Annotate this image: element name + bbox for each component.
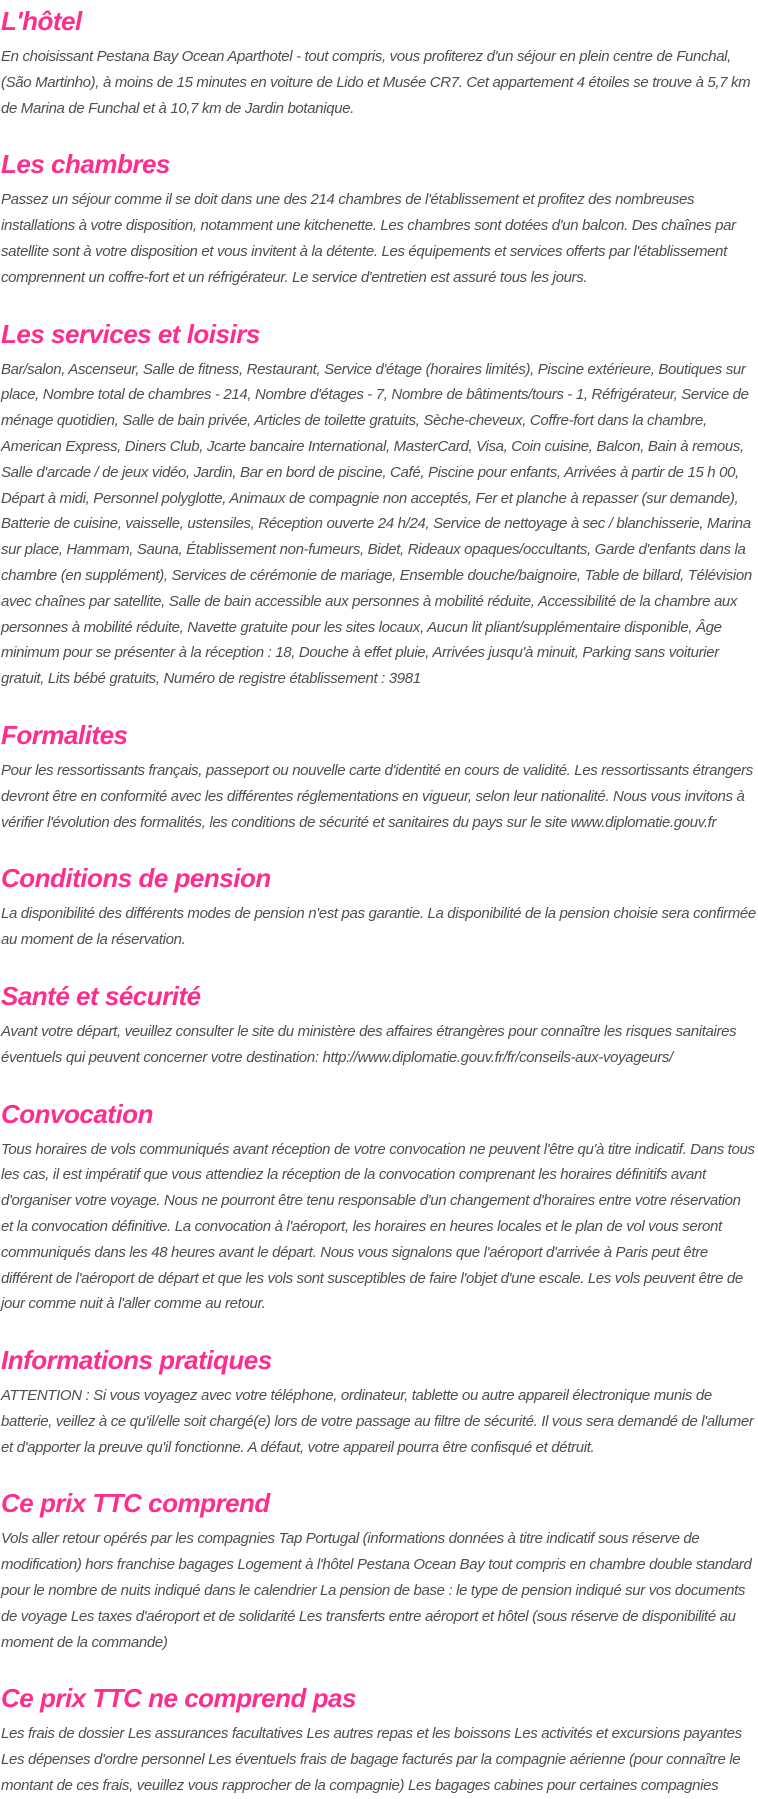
- section-body: Les frais de dossier Les assurances facultatives Les autres repas et les boissons Les activités et excursions payantes Les dépenses d'ordre personnel Les éventuels frais de bagage facturés par la compagnie aérienne (pour connaître le montant de ces frais, veuillez vous rapprocher de la compagnie) Les bagages cabines pour certaines compagnies: [1, 1725, 742, 1795]
- info-section: [1, 1346, 756, 1460]
- section-heading: Informations pratiques: [1, 1345, 272, 1376]
- section-body: Vols aller retour opérés par les compagnies Tap Portugal (informations données à titre indicatif sous réserve de modification) hors franchise bagages Logement à l'hôtel Pestana Ocean Bay tout compris en chambre double standard pour le nombre de nuits indiqué dans le calendrier La pension de base : le type de pension indiqué sur vos documents de voyage Les taxes d'aéroport et de solidarité Les transferts entre aéroport et hôtel (sous réserve de disponibilité au moment de la commande): [1, 1530, 752, 1651]
- info-section: [1, 864, 756, 953]
- info-section: [1, 1684, 756, 1798]
- section-body: ATTENTION : Si vous voyagez avec votre téléphone, ordinateur, tablette ou autre appareil électronique munis de batterie, veillez à ce qu'il/elle soit chargé(e) lors de votre passage au filtre de sécurité. Il vous sera demandé de l'allumer et d'apporter la preuve qu'il fonctionne. A défaut, votre appareil pourra être confisqué et détruit.: [1, 1387, 754, 1456]
- section-body: La disponibilité des différents modes de pension n'est pas garantie. La disponibilité de la pension choisie sera confirmée au moment de la réservation.: [1, 905, 756, 949]
- section-heading: Conditions de pension: [1, 863, 271, 894]
- section-heading: Ce prix TTC comprend: [1, 1488, 270, 1519]
- info-section: [1, 320, 756, 692]
- section-body: Passez un séjour comme il se doit dans une des 214 chambres de l'établissement et profitez des nombreuses installations à votre disposition, notamment une kitchenette. Les chambres sont dotées d'un balcon. Des chaînes par satellite sont à votre disposition et vous invitent à la détente. Les équipements et services offerts par l'établissement comprennent un coffre-fort et un réfrigérateur. Le service d'entretien est assuré tous les jours.: [1, 191, 736, 286]
- info-section: [1, 1489, 756, 1655]
- section-heading: Les services et loisirs: [1, 318, 260, 349]
- section-heading: Santé et sécurité: [1, 980, 201, 1011]
- info-section: [1, 721, 756, 835]
- section-heading: Ce prix TTC ne comprend pas: [1, 1683, 356, 1714]
- section-body: Pour les ressortissants français, passeport ou nouvelle carte d'identité en cours de validité. Les ressortissants étrangers devront être en conformité avec les différentes réglementations en vigueur, selon leur nationalité. Nous vous invitons à vérifier l'évolution des formalités, les conditions de sécurité et sanitaires du pays sur le site www.diplomatie.gouv.fr: [1, 761, 753, 831]
- section-body: Bar/salon, Ascenseur, Salle de fitness, Restaurant, Service d'étage (horaires limités), Piscine extérieure, Boutiques sur place, Nombre total de chambres - 214, Nombre d'étages - 7, Nombre de bâtiments/tours - 1, Réfrigérateur, Service de ménage quotidien, Salle de bain privée, Articles de toilette gratuits, Sèche-cheveux, Coffre-fort dans la chambre, American Express, Diners Club, Jcarte bancaire International, MasterCard, Visa, Coin cuisine, Balcon, Bain à remous, Salle d'arcade / de jeux vidéo, Jardin, Bar en bord de piscine, Café, Piscine pour enfants, Arrivées à partir de 15 h 00, Départ à midi, Personnel polyglotte, Animaux de compagnie non acceptés, Fer et planche à repasser (sur demande), Batterie de cuisine, vaisselle, ustensiles, Réception ouverte 24 h/24, Service de nettoyage à sec / blanchisserie, Marina sur place, Hammam, Sauna, Établissement non-fumeurs, Bidet, Rideaux opaques/occultants, Garde d'enfants dans la chambre (en supplément), Services de cérémonie de mariage, Ensemble douche/baignoire, Table de billard, Télévision avec chaînes par satellite, Salle de bain accessible aux personnes à mobilité réduite, Accessibilité de la chambre aux personnes à mobilité réduite, Navette gratuite pour les sites locaux, Aucun lit pliant/supplémentaire disponible, Âge minimum pour se présenter à la réception : 18, Douche à effet pluie, Arrivées jusqu'à minuit, Parking sans voiturier gratuit, Lits bébé gratuits, Numéro de registre établissement : 3981: [1, 360, 752, 688]
- section-body: Tous horaires de vols communiqués avant réception de votre convocation ne peuvent l'être qu'à titre indicatif. Dans tous les cas, il est impératif que vous attendiez la réception de la convocation comprenant les horaires définitifs avant d'organiser votre voyage. Nous ne pourront être tenu responsable d'un changement d'horaires entre votre réservation et la convocation définitive. La convocation à l'aéroport, les horaires en heures locales et le plan de vol vous seront communiqués dans les 48 heures avant le départ. Nous vous signalons que l'aéroport d'arrivée à Paris peut être différent de l'aéroport de départ et que les vols sont susceptibles de faire l'objet d'une escale. Les vols peuvent être de jour comme nuit à l'aller comme au retour.: [1, 1140, 755, 1313]
- section-heading: L'hôtel: [1, 6, 82, 36]
- info-section: [1, 150, 756, 290]
- section-body: En choisissant Pestana Bay Ocean Aparthotel - tout compris, vous profiterez d'un séjour en plein centre de Funchal, (São Martinho), à moins de 15 minutes en voiture de Lido et Musée CR7. Cet appartement 4 étoiles se trouve à 5,7 km de Marina de Funchal et à 10,7 km de Jardin botanique.: [1, 48, 751, 117]
- section-heading: Convocation: [1, 1098, 153, 1129]
- section-heading: Formalites: [1, 719, 128, 750]
- section-body: Avant votre départ, veuillez consulter le site du ministère des affaires étrangères pour connaître les risques sanitaires éventuels qui peuvent concerner votre destination: http://www.diplomatie.gouv.fr/fr/conseils-aux-voyageurs/: [1, 1022, 737, 1066]
- info-section: [1, 982, 756, 1071]
- info-section: [1, 1100, 756, 1318]
- info-section: [1, 7, 756, 121]
- section-heading: Les chambres: [1, 149, 170, 180]
